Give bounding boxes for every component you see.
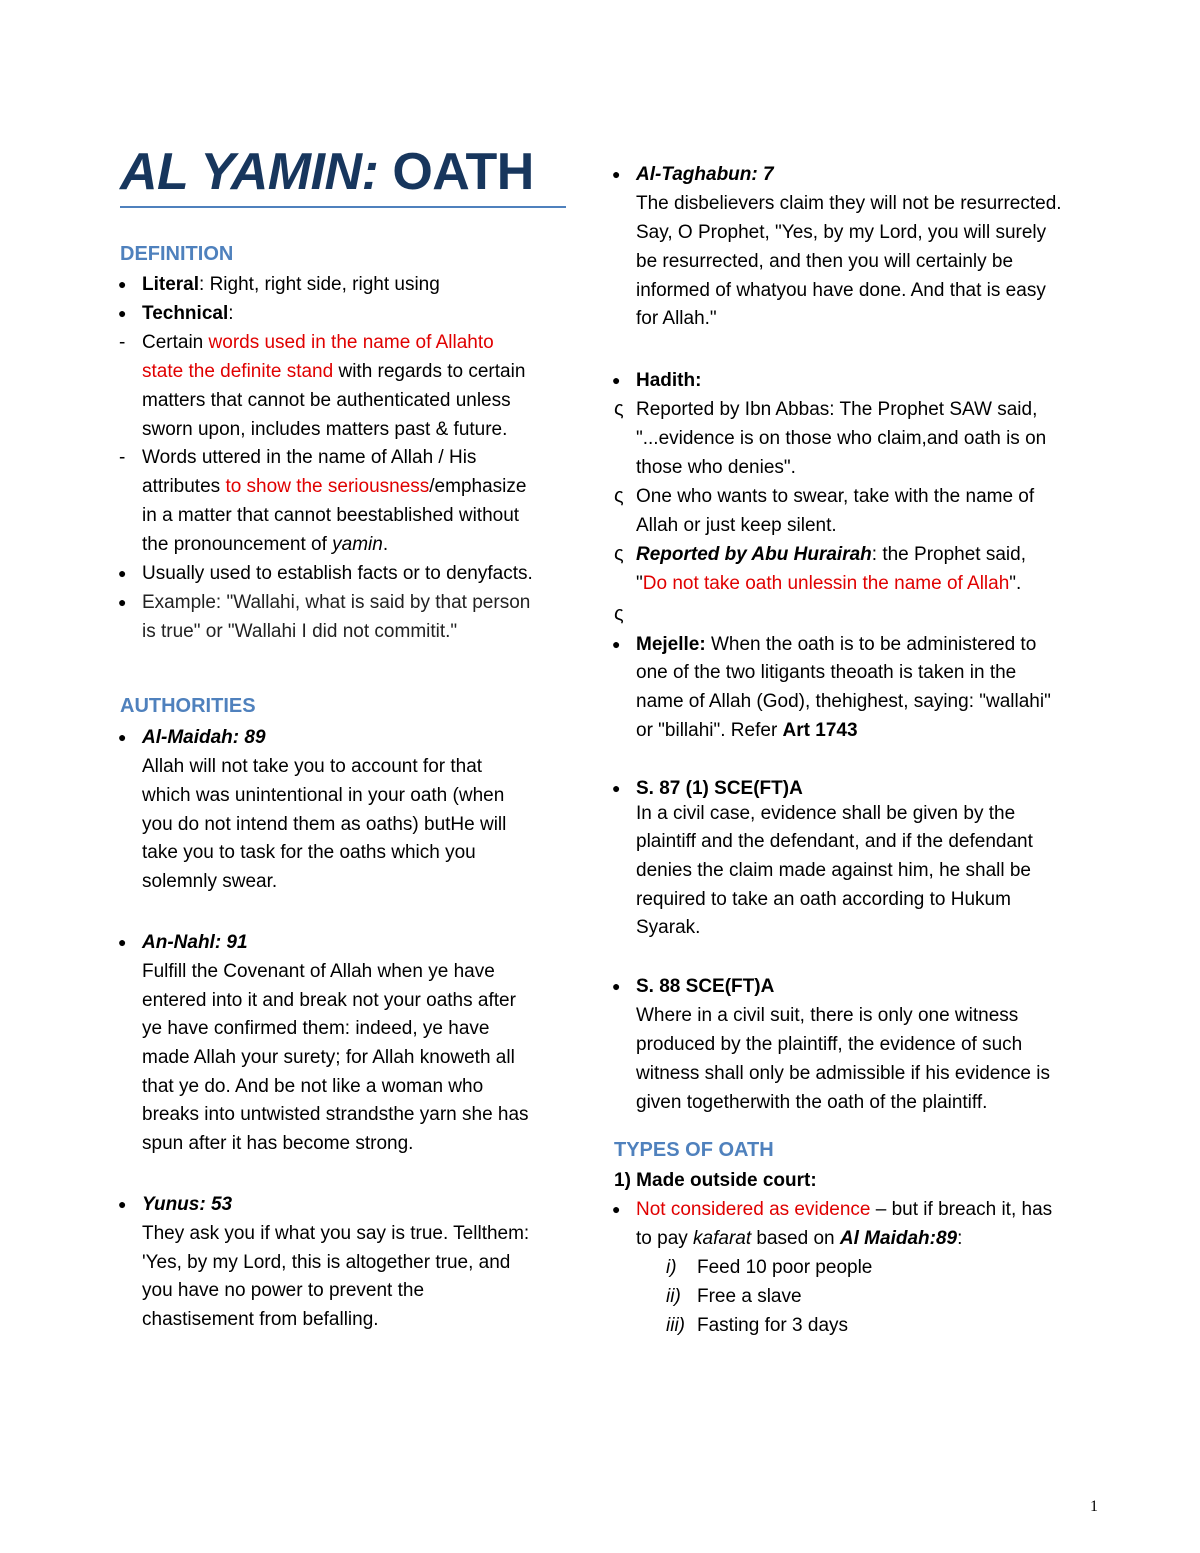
dash-marker: - (119, 447, 126, 468)
taghabun-line: for Allah." (636, 308, 717, 329)
nahl-line: spun after it has become strong. (142, 1133, 414, 1154)
text: When the oath is to be administered to (705, 634, 1037, 655)
yunus-ref: Yunus: 53 (142, 1194, 233, 1215)
bullet-icon: ● (118, 934, 127, 950)
text: based on (751, 1228, 840, 1249)
nahl-line: Fulfill the Covenant of Allah when ye have (142, 961, 495, 982)
taghabun-line: be resurrected, and then you will certainly be (636, 251, 1014, 272)
bullet-icon: ● (612, 978, 621, 994)
literal-line (142, 270, 440, 299)
italic-term: kafarat (693, 1228, 752, 1249)
taghabun-line: Say, O Prophet, "Yes, by my Lord, you will surely (636, 222, 1047, 243)
tech-dash1-line4: sworn upon, includes matters past & future. (142, 419, 508, 440)
hadith3-line2 (636, 569, 1021, 598)
list-item: Feed 10 poor people (697, 1257, 873, 1278)
hadith1-line: those who denies". (636, 457, 796, 478)
text: . (382, 534, 389, 555)
s87-line: required to take an oath according to Hukum (636, 889, 1011, 910)
title-sub: OATH (378, 143, 534, 201)
nahl-line: ye have confirmed them: indeed, ye have (142, 1018, 490, 1039)
bullet-icon: ● (118, 729, 127, 745)
s88-ref: S. 88 SCE(FT)A (636, 976, 775, 997)
literal-text: : Right, right side, right using (199, 274, 440, 295)
maidah-ref: Al-Maidah: 89 (142, 727, 266, 748)
highlight-text: Do not take oath unlessin the name of Allah (642, 573, 1010, 594)
bullet-icon: ● (612, 636, 621, 652)
maidah-line: which was unintentional in your oath (when (142, 785, 505, 806)
list-item: Free a slave (697, 1286, 802, 1307)
yunus-line: 'Yes, by my Lord, this is altogether true, and (142, 1252, 511, 1273)
mejelle-line3: name of Allah (God), thehighest, saying: "wallahi" (636, 691, 1051, 712)
bullet-icon: ● (118, 276, 127, 292)
mejelle-label: Mejelle: (636, 634, 706, 655)
text: /emphasize (429, 476, 527, 497)
bullet-icon: ● (612, 1201, 621, 1217)
tech-dash1-line3: matters that cannot be authenticated unless (142, 390, 511, 411)
bullet-icon: ● (612, 372, 621, 388)
hadith-label-line (636, 366, 701, 395)
bullet-icon: ● (118, 1196, 127, 1212)
authorities-heading: AUTHORITIES (120, 695, 256, 717)
page-title (120, 142, 534, 202)
bullet-icon: ● (118, 594, 127, 610)
title-underline (120, 206, 566, 208)
hadith3-line1 (636, 540, 1026, 569)
italic-term: yamin (332, 534, 383, 555)
s87-line: Syarak. (636, 917, 701, 938)
tech-dash2-line3: in a matter that cannot beestablished without (142, 505, 520, 526)
yunus-line: They ask you if what you say is true. Tellthem: (142, 1223, 530, 1244)
hadith2-line: One who wants to swear, take with the name of (636, 486, 1035, 507)
technical-label: Technical (142, 303, 229, 324)
highlight-text: to show the seriousness (225, 476, 430, 497)
text: – but if breach it, has (870, 1199, 1053, 1220)
hadith1-line: Reported by Ibn Abbas: The Prophet SAW said, (636, 399, 1038, 420)
s88-line: Where in a civil suit, there is only one witness (636, 1005, 1019, 1026)
mejelle-line1 (636, 630, 1036, 659)
hadith-colon: : (695, 370, 702, 391)
nahl-line: breaks into untwisted strandsthe yarn she has (142, 1104, 529, 1125)
maidah-line: solemnly swear. (142, 871, 278, 892)
text: the pronouncement of (142, 534, 333, 555)
tech-dash1-line1 (142, 328, 494, 357)
taghabun-line: informed of whatyou have done. And that is easy (636, 280, 1046, 301)
types-line2 (636, 1224, 962, 1253)
hadith1-line: "...evidence is on those who claim,and oath is on (636, 428, 1047, 449)
quote: ". (1009, 573, 1022, 594)
list-num: i) (666, 1257, 677, 1278)
s88-line: witness shall only be admissible if his evidence is (636, 1063, 1050, 1084)
text: : the Prophet said, (871, 544, 1026, 565)
mejelle-line4 (636, 716, 858, 745)
taghabun-ref: Al-Taghabun: 7 (636, 164, 774, 185)
example-line2: is true" or "Wallahi I did not commitit." (142, 621, 458, 642)
text: with regards to certain (333, 361, 526, 382)
nahl-line: that ye do. And be not like a woman who (142, 1076, 484, 1097)
sigma-marker-icon: ς (614, 485, 624, 507)
reporter-name: Reported by Abu Hurairah (636, 544, 872, 565)
example-line1: Example: "Wallahi, what is said by that person (142, 592, 531, 613)
s88-line: given togetherwith the oath of the plaintiff. (636, 1092, 988, 1113)
tech-dash1-line2 (142, 357, 525, 386)
list-num: iii) (666, 1315, 685, 1336)
technical-line (142, 299, 234, 328)
yunus-line: chastisement from befalling. (142, 1309, 379, 1330)
nahl-line: entered into it and break not your oaths after (142, 990, 516, 1011)
definition-heading: DEFINITION (120, 243, 234, 265)
mejelle-line2: one of the two litigants theoath is taken in the (636, 662, 1017, 683)
bullet-icon: ● (612, 780, 621, 796)
bullet-icon: ● (118, 565, 127, 581)
article-ref: Art 1743 (782, 720, 858, 741)
highlight-text: state the definite stand (142, 361, 334, 382)
technical-colon: : (228, 303, 234, 324)
hadith2-line: Allah or just keep silent. (636, 515, 837, 536)
bullet-icon: ● (118, 305, 127, 321)
page-number: 1 (1090, 1498, 1098, 1515)
list-item: Fasting for 3 days (697, 1315, 849, 1336)
types-line1 (636, 1195, 1052, 1224)
maidah-line: Allah will not take you to account for that (142, 756, 483, 777)
citation: Al Maidah:89 (839, 1228, 958, 1249)
s87-ref: S. 87 (1) SCE(FT)A (636, 778, 803, 799)
dash-marker: - (119, 332, 126, 353)
text: attributes (142, 476, 226, 497)
list-num: ii) (666, 1286, 681, 1307)
sigma-marker-icon: ς (614, 603, 624, 625)
text: : (957, 1228, 963, 1249)
tech-dash2-line2 (142, 472, 526, 501)
highlight-text: words used in the name of Allahto (208, 332, 494, 353)
types-subheading: 1) Made outside court: (614, 1170, 817, 1191)
types-heading: TYPES OF OATH (614, 1139, 774, 1161)
literal-label: Literal (142, 274, 200, 295)
tech-dash2-line1: Words uttered in the name of Allah / His (142, 447, 477, 468)
taghabun-line: The disbelievers claim they will not be resurrected. (636, 193, 1062, 214)
title-main: AL YAMIN: (120, 143, 379, 201)
highlight-text: Not considered as evidence (636, 1199, 871, 1220)
s87-line: plaintiff and the defendant, and if the defendant (636, 831, 1033, 852)
nahl-line: made Allah your surety; for Allah knoweth all (142, 1047, 515, 1068)
maidah-line: you do not intend them as oaths) butHe will (142, 814, 507, 835)
sigma-marker-icon: ς (614, 398, 624, 420)
maidah-line: take you to task for the oaths which you (142, 842, 476, 863)
s87-line: In a civil case, evidence shall be given by the (636, 803, 1016, 824)
text: Certain (142, 332, 209, 353)
tech-dash2-line4 (142, 530, 388, 559)
text: or "billahi". Refer (636, 720, 783, 741)
hadith-label: Hadith (636, 370, 696, 391)
bullet-icon: ● (612, 166, 621, 182)
quote: " (636, 573, 643, 594)
text: to pay (636, 1228, 694, 1249)
yunus-line: you have no power to prevent the (142, 1280, 425, 1301)
s88-line: produced by the plaintiff, the evidence of such (636, 1034, 1023, 1055)
s87-line: denies the claim made against him, he shall be (636, 860, 1032, 881)
sigma-marker-icon: ς (614, 543, 624, 565)
usually-line: Usually used to establish facts or to denyfacts. (142, 563, 533, 584)
nahl-ref: An-Nahl: 91 (142, 932, 248, 953)
